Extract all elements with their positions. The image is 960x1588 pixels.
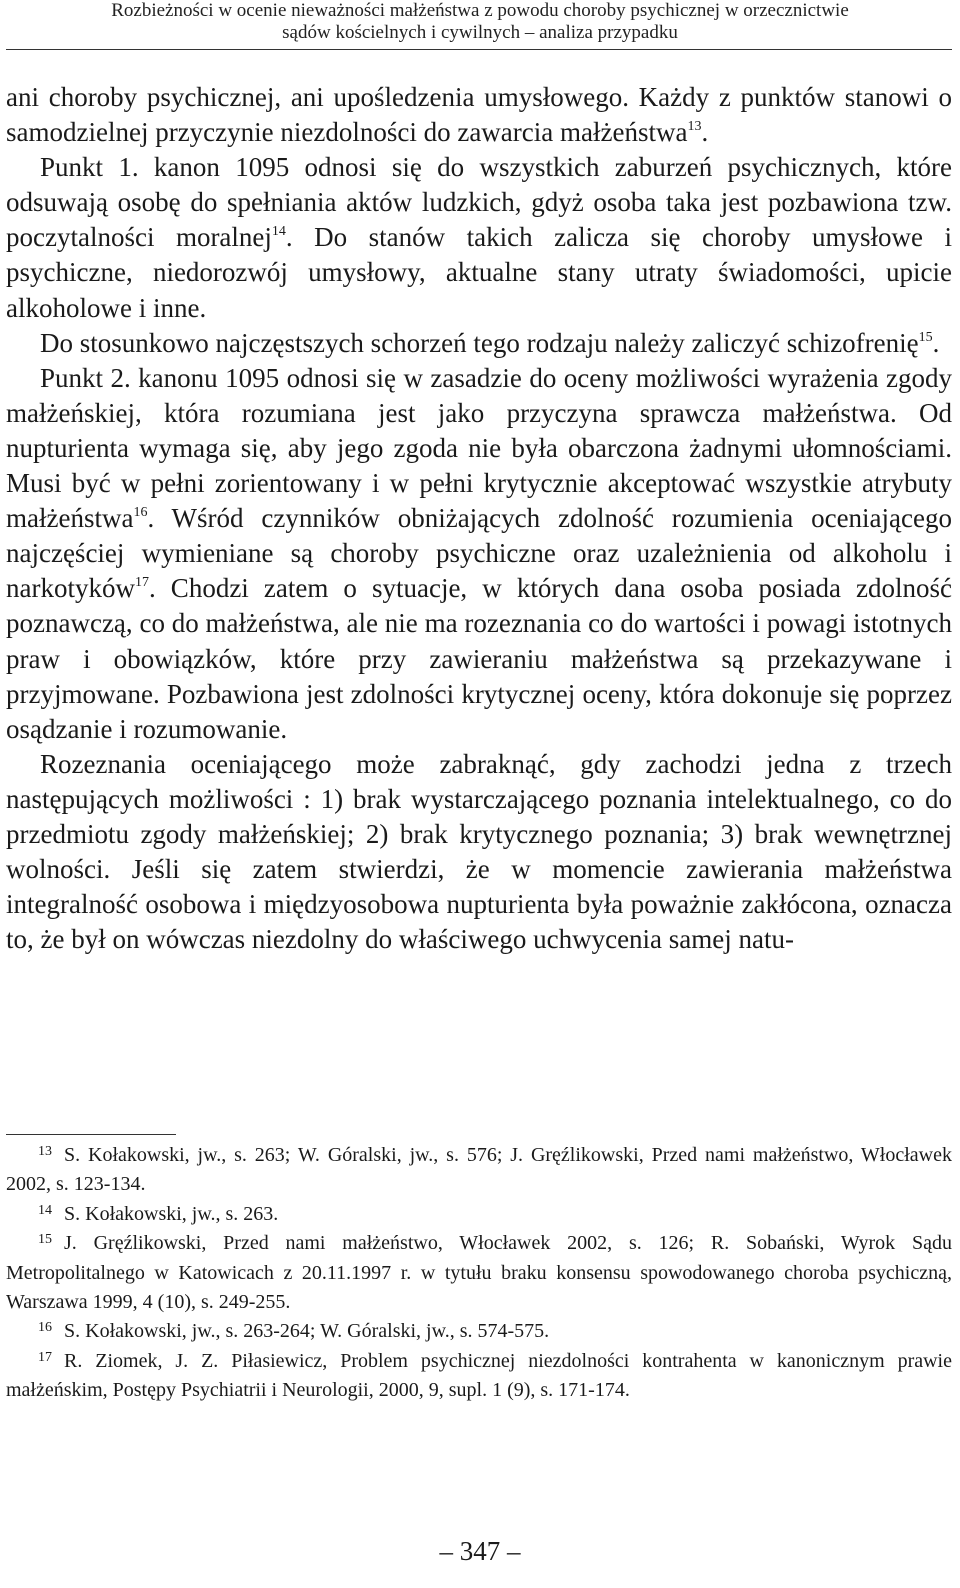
paragraph-3 <box>6 326 952 361</box>
paragraph-2-tail: . Do stanów takich zalicza się choroby umysłowe i psychiczne, niedorozwój umysłowy, aktualne stany utraty świadomości, upicie alkoholowe i inne. <box>6 222 952 323</box>
header-divider <box>6 49 952 50</box>
page-number: – 347 – <box>439 1536 521 1566</box>
footnote-number: 14 <box>38 1202 52 1218</box>
footnote-number: 15 <box>38 1232 52 1248</box>
footnote-separator <box>6 1134 176 1135</box>
running-header <box>0 0 960 44</box>
footnote-number: 17 <box>38 1349 52 1365</box>
footnote-ref-15[interactable]: 15 <box>918 329 933 345</box>
footnote-15 <box>6 1229 952 1317</box>
paragraph-2-text: Punkt 1. kanon 1095 odnosi się do wszystkich zaburzeń psychicznych, które odsuwają osobę do spełniania aktów ludzkich, gdyż osoba taka jest pozbawiona tzw. poczytalności moralnej <box>6 152 952 253</box>
footnote-ref-13[interactable]: 13 <box>687 119 702 135</box>
footnote-text: R. Ziomek, J. Z. Piłasiewicz, Problem psychicznej niezdolności kontrahenta w kanonicznym prawie małżeńskim, Postępy Psychiatrii i Neurologii, 2000, 9, supl. 1 (9), s. 171-174. <box>6 1349 952 1402</box>
paragraph-3-tail: . <box>932 327 940 358</box>
paragraph-5 <box>6 747 952 958</box>
footnote-text: S. Kołakowski, jw., s. 263; W. Góralski, jw., s. 576; J. Gręźlikowski, Przed nami małżeństwo, Włocławek 2002, s. 123-134. <box>6 1144 952 1196</box>
footnote-ref-14[interactable]: 14 <box>271 224 286 240</box>
running-header-line-2: sądów kościelnych i cywilnych – analiza przypadku <box>282 22 678 43</box>
footnote-number: 13 <box>38 1144 52 1159</box>
paragraph-1-tail: . <box>701 117 709 148</box>
paragraph-4-tail: . Chodzi zatem o sytuacje, w których dana osoba posiada zdolność poznawczą, co do małżeństwa, ale nie ma rozeznania co do wartości i powagi istotnych praw i obowiązków, które przy zawieraniu małżeństwa są przekazywane i przyjmowane. Pozbawiona jest zdolności krytycznej oceny, która dokonuje się poprzez osądzanie i rozumowanie. <box>6 573 952 744</box>
footnotes <box>6 1141 952 1406</box>
paragraph-3-text: Do stosunkowo najczęstszych schorzeń tego rodzaju należy zaliczyć schizofrenię <box>40 327 919 358</box>
footnote-number: 16 <box>38 1320 52 1336</box>
footnote-17 <box>6 1347 952 1406</box>
main-text <box>6 80 952 957</box>
paragraph-4 <box>6 361 952 747</box>
running-header-line-1: Rozbieżności w ocenie nieważności małżeństwa z powodu choroby psychicznej w orzecznictwie <box>111 0 849 21</box>
footnote-16 <box>6 1317 952 1346</box>
footnote-text: S. Kołakowski, jw., s. 263. <box>64 1202 279 1225</box>
paragraph-1-text: ani choroby psychicznej, ani upośledzenia umysłowego. Każdy z punktów stanowi o samodzielnej przyczynie niezdolności do zawarcia małżeństwa <box>6 82 952 148</box>
footnote-ref-17[interactable]: 17 <box>134 575 149 591</box>
footnote-text: S. Kołakowski, jw., s. 263-264; W. Góralski, jw., s. 574-575. <box>64 1320 550 1343</box>
footnote-text: J. Gręźlikowski, Przed nami małżeństwo, Włocławek 2002, s. 126; R. Sobański, Wyrok Sądu Metropolitalnego w Katowicach z 20.11.1997 r. w tytułu braku konsensu spowodowanego choroba psychiczną, Warszawa 1999, 4 (10), s. 249-255. <box>6 1232 952 1314</box>
paragraph-4-middle: . Wśród czynników obniżających zdolność rozumienia oceniającego najczęściej wymieniane są choroby psychiczne oraz uzależnienia od alkoholu i narkotyków <box>6 503 952 604</box>
footnote-13 <box>6 1141 952 1200</box>
paragraph-1 <box>6 80 952 150</box>
footnote-14 <box>6 1200 952 1229</box>
footnote-ref-16[interactable]: 16 <box>133 505 148 521</box>
paragraph-4-text: Punkt 2. kanonu 1095 odnosi się w zasadzie do oceny możliwości wyrażenia zgody małżeńskiej, która rozumiana jest jako przyczyna sprawcza małżeństwa. Od nupturienta wymaga się, aby jego zgoda nie była obarczona żadnymi ułomnościami. Musi być w pełni zorientowany i w pełni krytycznie akceptować wszystkie atrybuty małżeństwa <box>6 362 952 534</box>
paragraph-5-text: Rozeznania oceniającego może zabraknąć, gdy zachodzi jedna z trzech następujących możliwości : 1) brak wystarczającego poznania intelektualnego, co do przedmiotu zgody małżeńskiej; 2) brak krytycznego poznania; 3) brak wewnętrznej wolności. Jeśli się zatem stwierdzi, że w momencie zawierania małżeństwa integralność osobowa i międzyosobowa nupturienta była poważnie zakłócona, oznacza to, że był on wówczas niezdolny do właściwego uchwycenia samej natu- <box>6 748 952 955</box>
paragraph-2 <box>6 150 952 325</box>
